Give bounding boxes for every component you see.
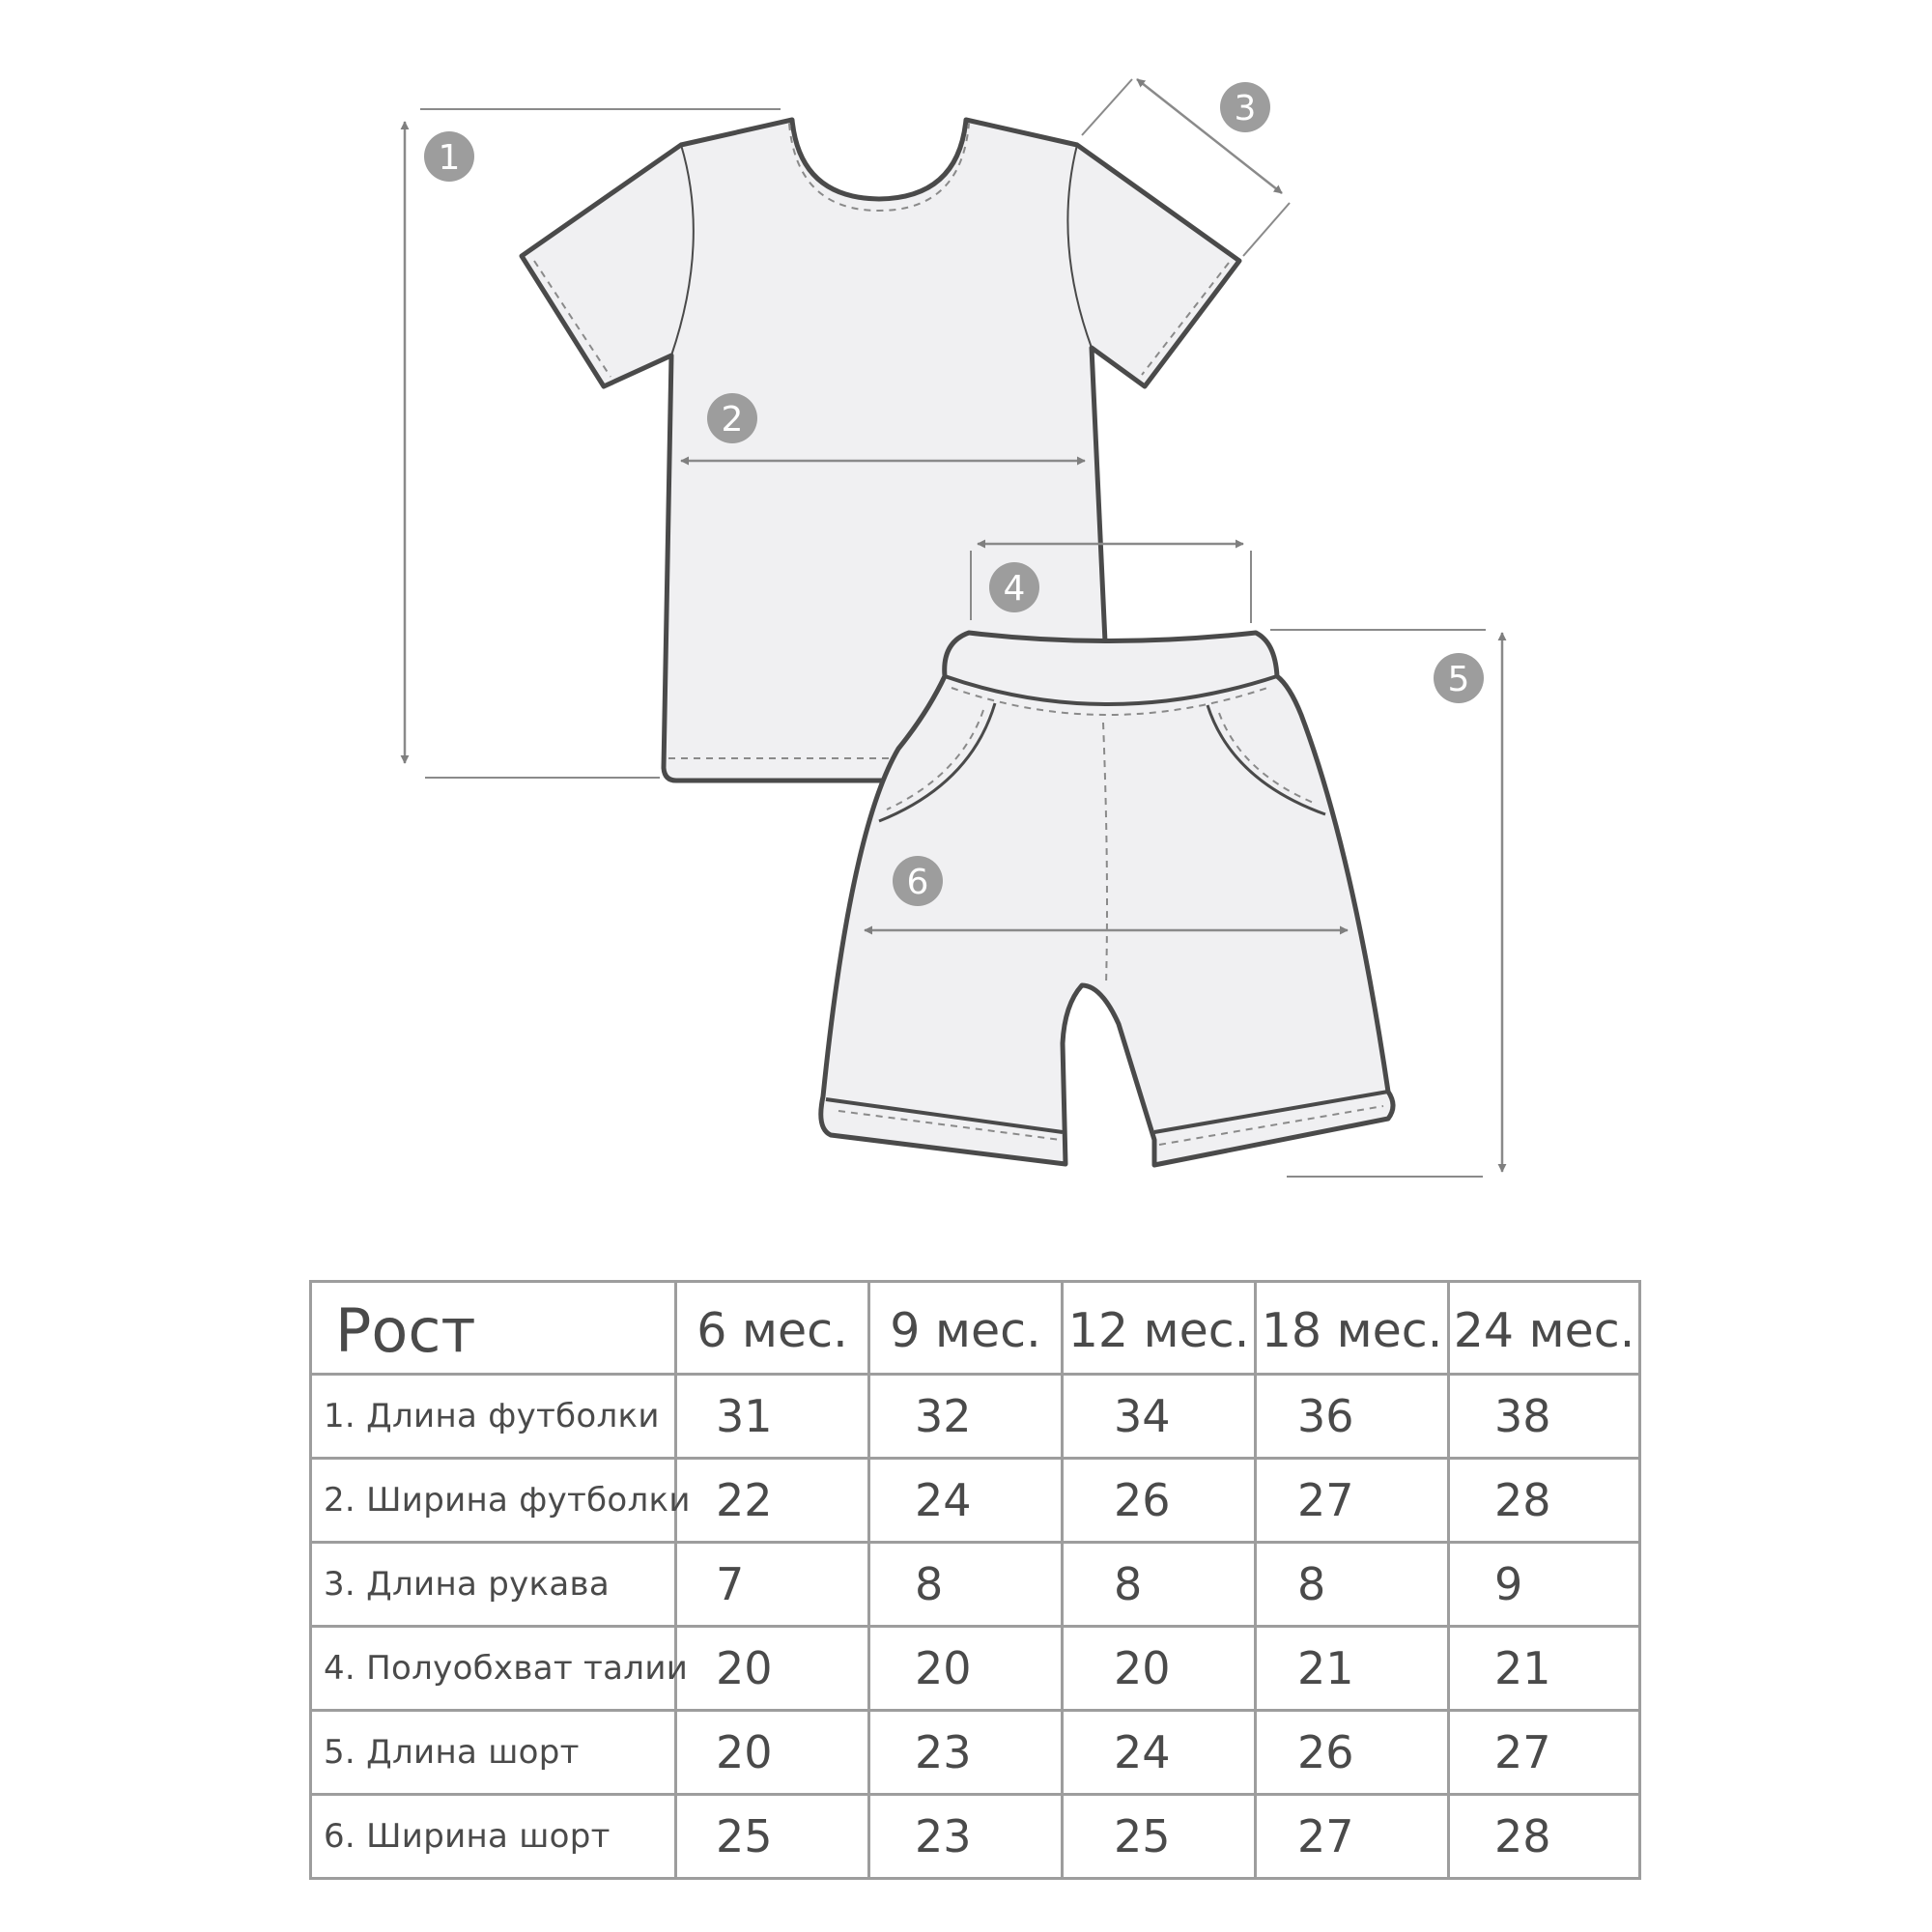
table-row bbox=[311, 1711, 1640, 1795]
table-cell: 9 bbox=[1449, 1543, 1640, 1627]
table-cell: 27 bbox=[1256, 1459, 1449, 1543]
badge-6 bbox=[893, 856, 943, 906]
table-cell: 20 bbox=[676, 1627, 869, 1711]
table-row bbox=[311, 1795, 1640, 1879]
table-row bbox=[311, 1375, 1640, 1459]
table-cell: 23 bbox=[869, 1711, 1063, 1795]
table-cell: 25 bbox=[676, 1795, 869, 1879]
table-cell: 38 bbox=[1449, 1375, 1640, 1459]
table-cell: 31 bbox=[676, 1375, 869, 1459]
table-cell: 26 bbox=[1256, 1711, 1449, 1795]
table-cell: 7 bbox=[676, 1543, 869, 1627]
badge-1 bbox=[424, 131, 474, 182]
size-table-header-row bbox=[311, 1282, 1640, 1375]
badge-5 bbox=[1434, 653, 1484, 703]
table-cell: 24 bbox=[869, 1459, 1063, 1543]
table-cell: 20 bbox=[676, 1711, 869, 1795]
badge-6-label: 6 bbox=[906, 863, 929, 902]
badge-2-label: 2 bbox=[721, 400, 744, 440]
badge-3-label: 3 bbox=[1234, 89, 1257, 128]
table-cell: 20 bbox=[869, 1627, 1063, 1711]
size-table bbox=[309, 1280, 1641, 1880]
row-label: 4. Полуобхват талии bbox=[311, 1627, 676, 1711]
badge-4-label: 4 bbox=[1003, 569, 1026, 609]
table-cell: 8 bbox=[869, 1543, 1063, 1627]
size-header: 18 мес. bbox=[1256, 1282, 1449, 1375]
row-label: 1. Длина футболки bbox=[311, 1375, 676, 1459]
table-row bbox=[311, 1627, 1640, 1711]
badge-3 bbox=[1220, 82, 1270, 132]
size-header: 9 мес. bbox=[869, 1282, 1063, 1375]
table-cell: 21 bbox=[1256, 1627, 1449, 1711]
table-cell: 8 bbox=[1256, 1543, 1449, 1627]
table-cell: 32 bbox=[869, 1375, 1063, 1459]
table-cell: 20 bbox=[1063, 1627, 1256, 1711]
size-header: 6 мес. bbox=[676, 1282, 869, 1375]
row-label: 6. Ширина шорт bbox=[311, 1795, 676, 1879]
table-cell: 28 bbox=[1449, 1459, 1640, 1543]
table-cell: 22 bbox=[676, 1459, 869, 1543]
badge-5-label: 5 bbox=[1447, 660, 1470, 699]
row-label: 3. Длина рукава bbox=[311, 1543, 676, 1627]
table-cell: 27 bbox=[1449, 1711, 1640, 1795]
table-cell: 26 bbox=[1063, 1459, 1256, 1543]
table-cell: 8 bbox=[1063, 1543, 1256, 1627]
size-header: 12 мес. bbox=[1063, 1282, 1256, 1375]
row-label: 5. Длина шорт bbox=[311, 1711, 676, 1795]
table-row bbox=[311, 1459, 1640, 1543]
table-row bbox=[311, 1543, 1640, 1627]
table-cell: 25 bbox=[1063, 1795, 1256, 1879]
row-label: 2. Ширина футболки bbox=[311, 1459, 676, 1543]
table-cell: 24 bbox=[1063, 1711, 1256, 1795]
height-label: Рост bbox=[311, 1282, 676, 1375]
table-cell: 23 bbox=[869, 1795, 1063, 1879]
badge-2 bbox=[707, 393, 757, 443]
table-cell: 34 bbox=[1063, 1375, 1256, 1459]
table-cell: 21 bbox=[1449, 1627, 1640, 1711]
badge-4 bbox=[989, 562, 1039, 612]
size-header: 24 мес. bbox=[1449, 1282, 1640, 1375]
table-cell: 28 bbox=[1449, 1795, 1640, 1879]
table-cell: 27 bbox=[1256, 1795, 1449, 1879]
badge-1-label: 1 bbox=[438, 138, 461, 178]
table-cell: 36 bbox=[1256, 1375, 1449, 1459]
